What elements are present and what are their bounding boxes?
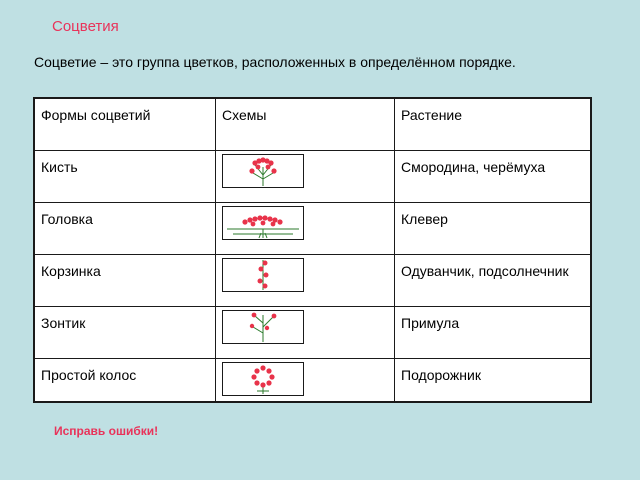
table-row: [34, 202, 591, 254]
scheme-cell: [216, 150, 395, 202]
plant-cell: Примула: [395, 306, 592, 358]
plant-cell: Смородина, черёмуха: [395, 150, 592, 202]
plant-cell: Подорожник: [395, 358, 592, 402]
table-row: [34, 254, 591, 306]
table-row: [34, 306, 591, 358]
head-scheme-icon[interactable]: [222, 206, 304, 240]
inflorescence-table: [33, 97, 592, 403]
form-cell: Простой колос: [34, 358, 216, 402]
scheme-cell: [216, 202, 395, 254]
branching-scheme-icon[interactable]: [222, 310, 304, 344]
scheme-cell: [216, 306, 395, 358]
plant-cell: Одуванчик, подсолнечник: [395, 254, 592, 306]
header-plant: Растение: [395, 98, 592, 150]
form-cell: Корзинка: [34, 254, 216, 306]
definition-text: Соцветие – это группа цветков, расположенных в определённом порядке.: [34, 54, 516, 70]
raceme-scheme-icon[interactable]: [222, 154, 304, 188]
table-row: [34, 358, 591, 402]
ring-scheme-icon[interactable]: [222, 362, 304, 396]
spike-scheme-icon[interactable]: [222, 258, 304, 292]
header-forms: Формы соцветий: [34, 98, 216, 150]
plant-cell: Клевер: [395, 202, 592, 254]
form-cell: Головка: [34, 202, 216, 254]
header-schemes: Схемы: [216, 98, 395, 150]
fix-errors-link[interactable]: Исправь ошибки!: [54, 424, 159, 438]
form-cell: Зонтик: [34, 306, 216, 358]
scheme-cell: [216, 358, 395, 402]
form-cell: Кисть: [34, 150, 216, 202]
scheme-cell: [216, 254, 395, 306]
table-header-row: [34, 98, 591, 150]
table-row: [34, 150, 591, 202]
slide-title: Соцветия: [52, 18, 119, 35]
